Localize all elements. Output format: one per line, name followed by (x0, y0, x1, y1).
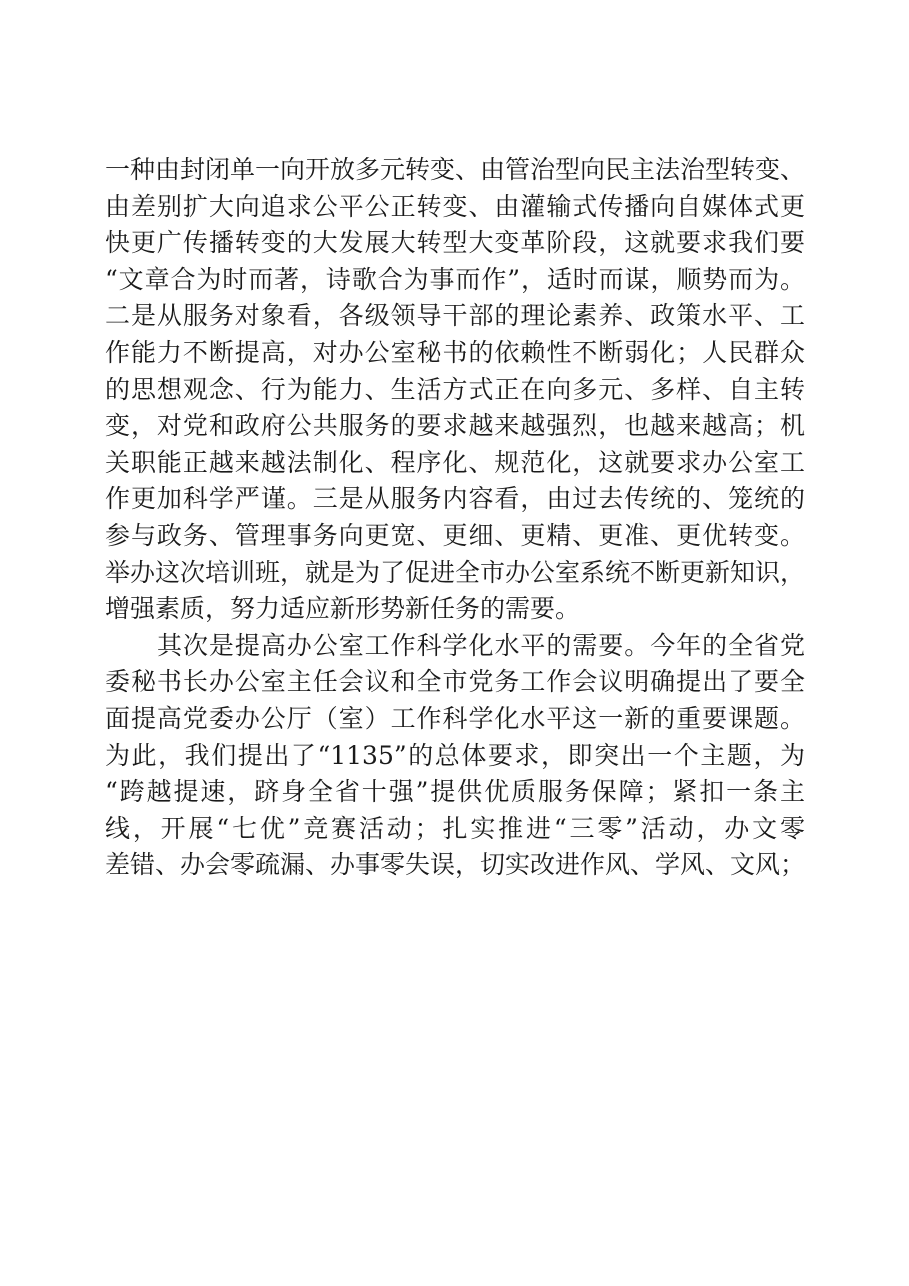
paragraph-line: 快更广传播转变的大发展大转型大变革阶段，这就要求我们要 (105, 228, 805, 258)
body-text (105, 152, 805, 884)
paragraph-line: 为此，我们提出了“1135”的总体要求，即突出一个主题，为 (105, 740, 805, 770)
paragraph-line: 面提高党委办公厅（室）工作科学化水平这一新的重要课题。 (105, 703, 805, 733)
paragraph-line: 参与政务、管理事务向更宽、更细、更精、更准、更优转变。 (105, 520, 805, 550)
paragraph-2 (105, 628, 805, 884)
paragraph-line: 二是从服务对象看，各级领导干部的理论素养、政策水平、工 (105, 301, 805, 331)
paragraph-line: 作能力不断提高，对办公室秘书的依赖性不断弱化；人民群众 (105, 337, 805, 367)
paragraph-line: 关职能正越来越法制化、程序化、规范化，这就要求办公室工 (105, 447, 805, 477)
paragraph-line: 举办这次培训班，就是为了促进全市办公室系统不断更新知识， (105, 557, 806, 587)
paragraph-line: “跨越提速，跻身全省十强”提供优质服务保障；紧扣一条主 (105, 777, 805, 807)
paragraph-line: 变，对党和政府公共服务的要求越来越强烈，也越来越高；机 (105, 411, 805, 441)
paragraph-line: 一种由封闭单一向开放多元转变、由管治型向民主法治型转变、 (105, 155, 806, 184)
paragraph-line: 增强素质，努力适应新形势新任务的需要。 (105, 594, 581, 624)
paragraph-line: 作更加科学严谨。三是从服务内容看，由过去传统的、笼统的 (105, 484, 805, 514)
paragraph-line: 委秘书长办公室主任会议和全市党务工作会议明确提出了要全 (105, 667, 805, 697)
paragraph-line: 其次是提高办公室工作科学化水平的需要。今年的全省党 (157, 630, 805, 660)
paragraph-line: 差错、办会零疏漏、办事零失误，切实改进作风、学风、文风； (105, 850, 806, 880)
paragraph-line: 线，开展“七优”竞赛活动；扎实推进“三零”活动，办文零 (105, 813, 805, 843)
paragraph-line: 由差别扩大向追求公平公正转变、由灌输式传播向自媒体式更 (105, 191, 805, 221)
paragraph-line: 的思想观念、行为能力、生活方式正在向多元、多样、自主转 (105, 374, 805, 404)
paragraph-line: “文章合为时而著，诗歌合为事而作”，适时而谋，顺势而为。 (105, 264, 805, 294)
paragraph-1 (105, 152, 805, 628)
